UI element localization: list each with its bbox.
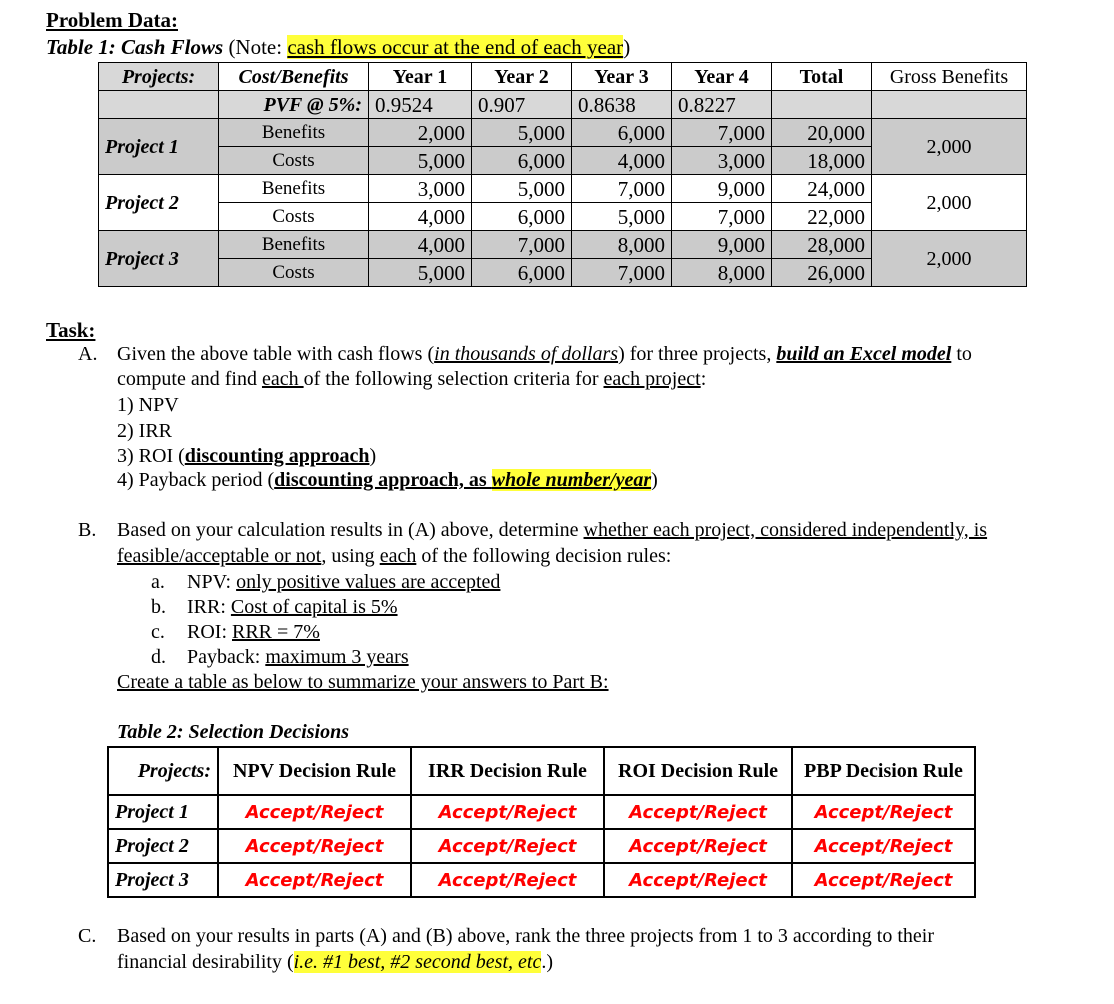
project1-gross: 2,000 bbox=[872, 119, 1027, 175]
pvf-year3: 0.8638 bbox=[572, 91, 672, 119]
table1-caption: Table 1: Cash Flows (Note: cash flows occur at the end of each year) bbox=[46, 35, 631, 59]
cell: Accept/Reject bbox=[792, 795, 975, 829]
cell: 4,000 bbox=[369, 203, 472, 231]
project1-benefits-label: Benefits bbox=[219, 119, 369, 147]
project2-benefits-label: Benefits bbox=[219, 175, 369, 203]
pvf-gross-blank bbox=[872, 91, 1027, 119]
cell: Accept/Reject bbox=[218, 863, 411, 897]
header-year1: Year 1 bbox=[369, 63, 472, 91]
cell: Accept/Reject bbox=[792, 863, 975, 897]
cell: 5,000 bbox=[572, 203, 672, 231]
rule-d-letter: d. bbox=[151, 646, 166, 668]
part-b-line1: Based on your calculation results in (A) above, determine whether each project, considered independently, is bbox=[117, 519, 988, 541]
cell: 28,000 bbox=[772, 231, 872, 259]
row-project3: Project 3 bbox=[108, 863, 218, 897]
cell: 2,000 bbox=[369, 119, 472, 147]
pvf-total-blank bbox=[772, 91, 872, 119]
part-c-line2: financial desirability (i.e. #1 best, #2 second best, etc.) bbox=[117, 951, 553, 973]
header-projects: Projects: bbox=[108, 747, 218, 795]
row-project1: Project 1 bbox=[108, 795, 218, 829]
cell: 5,000 bbox=[369, 259, 472, 287]
table-row bbox=[99, 175, 1027, 203]
table-header-row bbox=[108, 747, 975, 795]
table-row bbox=[108, 795, 975, 829]
cell: 8,000 bbox=[572, 231, 672, 259]
rule-b-letter: b. bbox=[151, 596, 166, 618]
cell: Accept/Reject bbox=[604, 863, 792, 897]
rule-npv: NPV: only positive values are accepted bbox=[187, 571, 501, 593]
cell: 7,000 bbox=[472, 231, 572, 259]
cell: 24,000 bbox=[772, 175, 872, 203]
header-pbp-rule: PBP Decision Rule bbox=[792, 747, 975, 795]
project2-name: Project 2 bbox=[99, 175, 219, 231]
cell: 3,000 bbox=[672, 147, 772, 175]
table2-caption: Table 2: Selection Decisions bbox=[117, 721, 350, 743]
project1-costs-label: Costs bbox=[219, 147, 369, 175]
header-year4: Year 4 bbox=[672, 63, 772, 91]
cell: 8,000 bbox=[672, 259, 772, 287]
header-projects: Projects: bbox=[99, 63, 219, 91]
header-irr-rule: IRR Decision Rule bbox=[411, 747, 604, 795]
cell: 7,000 bbox=[572, 175, 672, 203]
cell: 20,000 bbox=[772, 119, 872, 147]
selection-decisions-table bbox=[107, 746, 976, 898]
project2-gross: 2,000 bbox=[872, 175, 1027, 231]
cell: 4,000 bbox=[572, 147, 672, 175]
cell: 9,000 bbox=[672, 231, 772, 259]
header-roi-rule: ROI Decision Rule bbox=[604, 747, 792, 795]
cell: Accept/Reject bbox=[218, 829, 411, 863]
header-total: Total bbox=[772, 63, 872, 91]
cell: 6,000 bbox=[472, 147, 572, 175]
table-row bbox=[108, 863, 975, 897]
criterion-irr: 2) IRR bbox=[117, 420, 172, 442]
pvf-year4: 0.8227 bbox=[672, 91, 772, 119]
part-c-letter: C. bbox=[78, 925, 97, 947]
row-project2: Project 2 bbox=[108, 829, 218, 863]
project3-costs-label: Costs bbox=[219, 259, 369, 287]
cell: 7,000 bbox=[672, 119, 772, 147]
header-year3: Year 3 bbox=[572, 63, 672, 91]
cell: 7,000 bbox=[672, 203, 772, 231]
create-table-instruction: Create a table as below to summarize your answers to Part B: bbox=[117, 671, 609, 693]
rule-irr: IRR: Cost of capital is 5% bbox=[187, 596, 398, 618]
cell: 7,000 bbox=[572, 259, 672, 287]
criterion-npv: 1) NPV bbox=[117, 394, 179, 416]
cell: 6,000 bbox=[472, 259, 572, 287]
cell: Accept/Reject bbox=[411, 863, 604, 897]
header-cost-benefits: Cost/Benefits bbox=[219, 63, 369, 91]
criterion-roi: 3) ROI (discounting approach) bbox=[117, 445, 377, 467]
cell: Accept/Reject bbox=[218, 795, 411, 829]
cell: Accept/Reject bbox=[411, 829, 604, 863]
cell: 5,000 bbox=[472, 119, 572, 147]
pvf-year1: 0.9524 bbox=[369, 91, 472, 119]
cell: 3,000 bbox=[369, 175, 472, 203]
criterion-payback: 4) Payback period (discounting approach, as whole number/year) bbox=[117, 469, 658, 491]
cell: 5,000 bbox=[472, 175, 572, 203]
cell: 6,000 bbox=[472, 203, 572, 231]
table-row bbox=[108, 829, 975, 863]
part-b-line2: feasible/acceptable or not, using each of the following decision rules: bbox=[117, 545, 672, 567]
header-gross-benefits: Gross Benefits bbox=[872, 63, 1027, 91]
table-row bbox=[99, 119, 1027, 147]
cell: 6,000 bbox=[572, 119, 672, 147]
cell: 26,000 bbox=[772, 259, 872, 287]
cell: Accept/Reject bbox=[604, 795, 792, 829]
part-a-letter: A. bbox=[78, 343, 98, 365]
rule-payback: Payback: maximum 3 years bbox=[187, 646, 409, 668]
project1-name: Project 1 bbox=[99, 119, 219, 175]
header-npv-rule: NPV Decision Rule bbox=[218, 747, 411, 795]
project3-gross: 2,000 bbox=[872, 231, 1027, 287]
part-a-line1: Given the above table with cash flows (in thousands of dollars) for three projects, build an Excel model to bbox=[117, 343, 972, 365]
rule-roi: ROI: RRR = 7% bbox=[187, 621, 320, 643]
problem-heading: Problem Data: bbox=[46, 8, 178, 32]
table-row bbox=[99, 231, 1027, 259]
pvf-label: PVF @ 5%: bbox=[219, 91, 369, 119]
part-b-letter: B. bbox=[78, 519, 97, 541]
cash-flows-table bbox=[98, 62, 1027, 287]
cell: 5,000 bbox=[369, 147, 472, 175]
pvf-blank bbox=[99, 91, 219, 119]
cell: 4,000 bbox=[369, 231, 472, 259]
project3-name: Project 3 bbox=[99, 231, 219, 287]
pvf-year2: 0.907 bbox=[472, 91, 572, 119]
cell: 22,000 bbox=[772, 203, 872, 231]
part-a-line2: compute and find each of the following selection criteria for each project: bbox=[117, 368, 707, 390]
table-header-row bbox=[99, 63, 1027, 91]
project3-benefits-label: Benefits bbox=[219, 231, 369, 259]
project2-costs-label: Costs bbox=[219, 203, 369, 231]
cell: 9,000 bbox=[672, 175, 772, 203]
header-year2: Year 2 bbox=[472, 63, 572, 91]
cell: Accept/Reject bbox=[604, 829, 792, 863]
cell: 18,000 bbox=[772, 147, 872, 175]
cell: Accept/Reject bbox=[411, 795, 604, 829]
part-c-line1: Based on your results in parts (A) and (B) above, rank the three projects from 1 to 3 according to their bbox=[117, 925, 934, 947]
task-heading: Task: bbox=[46, 318, 96, 342]
rule-a-letter: a. bbox=[151, 571, 165, 593]
cell: Accept/Reject bbox=[792, 829, 975, 863]
pvf-row bbox=[99, 91, 1027, 119]
rule-c-letter: c. bbox=[151, 621, 165, 643]
